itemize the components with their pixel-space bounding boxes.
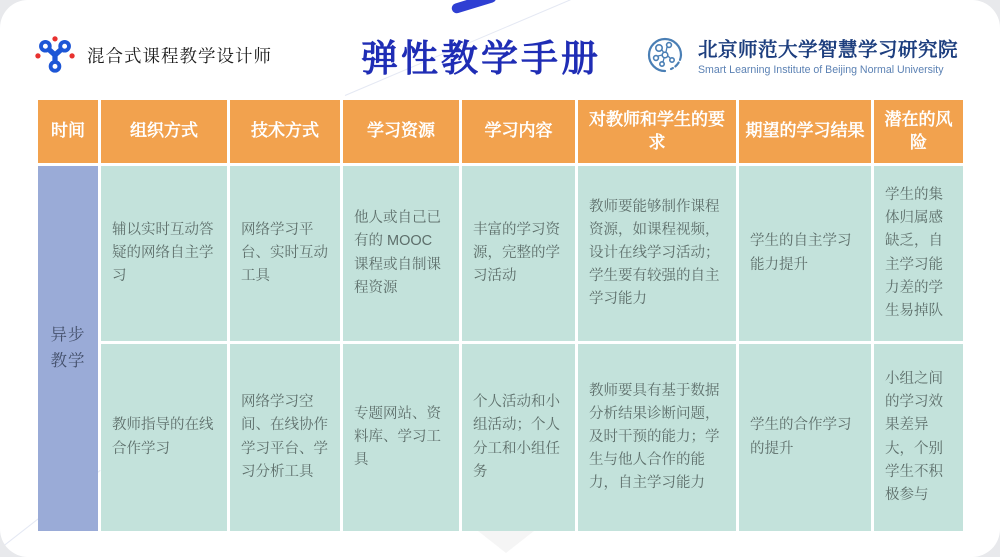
teaching-table — [38, 100, 963, 531]
cell-r2-risks: 小组之间的学习效果差异大，个别学生不积极参与 — [874, 344, 963, 531]
header-risks: 潜在的风险 — [874, 100, 963, 163]
header-technology: 技术方式 — [230, 100, 340, 163]
institute-name-zh: 北京师范大学智慧学习研究院 — [697, 39, 958, 61]
page-title: 弹性教学手册 — [360, 38, 601, 79]
header-organization: 组织方式 — [101, 100, 227, 163]
row-group-async-teaching: 异步教学 — [38, 166, 98, 531]
institute-brain-icon — [641, 31, 689, 79]
brand — [34, 34, 329, 76]
header-content: 学习内容 — [462, 100, 575, 163]
cell-r1-requirements: 教师要能够制作课程资源，如课程视频，设计在线学习活动；学生要有较强的自主学习能力 — [578, 166, 736, 341]
brand-name: 混合式课程教学设计师 — [87, 45, 272, 66]
cell-r2-resources: 专题网站、资料库、学习工具 — [343, 344, 459, 531]
cell-r1-outcomes: 学生的自主学习能力提升 — [739, 166, 871, 341]
header-requirements: 对教师和学生的要求 — [578, 100, 736, 163]
cell-r1-organization: 辅以实时互动答疑的网络自主学习 — [101, 166, 227, 341]
cell-r2-outcomes: 学生的合作学习的提升 — [739, 344, 871, 531]
watermark-triangle — [478, 531, 534, 553]
cell-r1-content: 丰富的学习资源，完整的学习活动 — [462, 166, 575, 341]
cell-r2-organization: 教师指导的在线合作学习 — [101, 344, 227, 531]
institute-text — [698, 34, 958, 76]
cell-r1-risks: 学生的集体归属感缺乏，自主学习能力差的学生易掉队 — [874, 166, 963, 341]
page-header — [0, 0, 1000, 100]
header-outcomes: 期望的学习结果 — [739, 100, 871, 163]
cell-r2-content: 个人活动和小组活动；个人分工和小组任务 — [462, 344, 575, 531]
cell-r2-technology: 网络学习空间、在线协作学习平台、学习分析工具 — [230, 344, 340, 531]
cell-r2-requirements: 教师要具有基于数据分析结果诊断问题，及时干预的能力；学生与他人合作的能力，自主学习能力 — [578, 344, 736, 531]
institute-logo — [633, 25, 966, 85]
header-resources: 学习资源 — [343, 100, 459, 163]
header-time: 时间 — [38, 100, 98, 163]
institute-name-en: Smart Learning Institute of Beijing Normal University — [697, 64, 944, 76]
brand-logo-icon — [34, 34, 76, 76]
cell-r1-resources: 他人或自己已有的 MOOC 课程或自制课程资源 — [343, 166, 459, 341]
cell-r1-technology: 网络学习平台、实时互动工具 — [230, 166, 340, 341]
